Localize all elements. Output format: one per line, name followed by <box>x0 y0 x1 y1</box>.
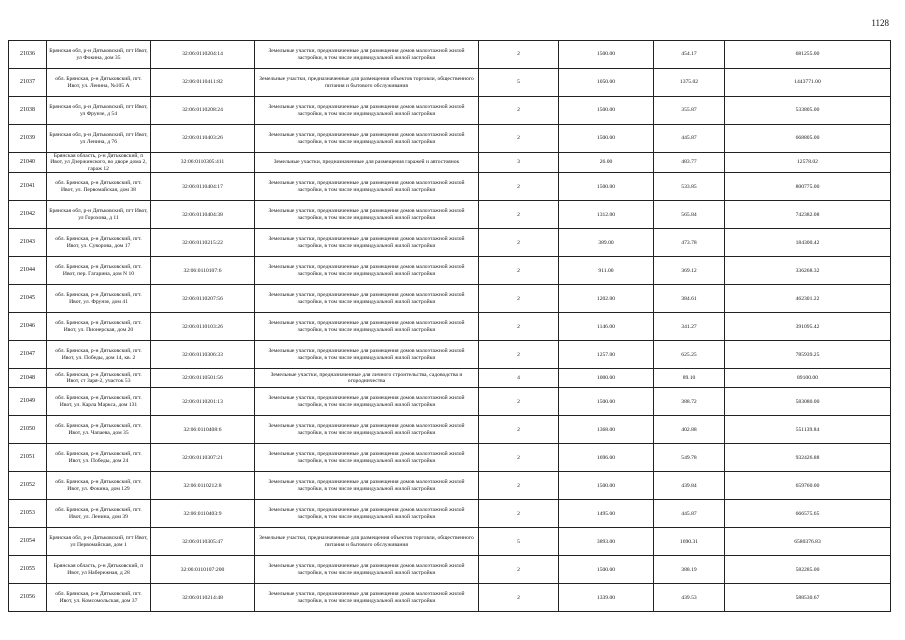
use-group-cell: 2 <box>479 285 559 313</box>
cadastral-number-cell: 32:06:0110501:56 <box>151 369 255 388</box>
address-cell: Брянская область, р-н Дятьковский, п Ивот, ул Набережная, д 28 <box>47 556 151 584</box>
use-group-cell: 2 <box>479 416 559 444</box>
use-group-cell: 2 <box>479 257 559 285</box>
cadastral-value-cell: 12578.02 <box>725 153 891 173</box>
specific-value-cell: 89.10 <box>654 369 725 388</box>
land-use-cell: Земельные участки, предназначенные для размещения домов малоэтажной жилой застройки, в том числе индивидуальной жилой застройки <box>255 556 479 584</box>
row-id-cell: 21052 <box>9 472 47 500</box>
cadastral-number-cell: 32:06:0110403:9 <box>151 500 255 528</box>
table-row <box>9 41 891 69</box>
land-use-cell: Земельные участки, предназначенные для размещения домов малоэтажной жилой застройки, в том числе индивидуальной жилой застройки <box>255 341 479 369</box>
cadastral-value-cell: 533805.00 <box>725 97 891 125</box>
table-row <box>9 313 891 341</box>
cadastral-number-cell: 32:06:0110305:47 <box>151 528 255 556</box>
address-cell: обл. Брянская, р-н Дятьковский, пгт. Ивот, ул. Пионерская, дом 20 <box>47 313 151 341</box>
cadastral-number-cell: 32:06:0110215:22 <box>151 229 255 257</box>
use-group-cell: 2 <box>479 500 559 528</box>
cadastral-value-cell: 800775.00 <box>725 173 891 201</box>
cadastral-number-cell: 32:06:0110214:48 <box>151 584 255 612</box>
table-body <box>9 41 891 612</box>
land-use-cell: Земельные участки, предназначенные для размещения домов малоэтажной жилой застройки, в том числе индивидуальной жилой застройки <box>255 257 479 285</box>
cadastral-value-cell: 785939.25 <box>725 341 891 369</box>
address-cell: обл. Брянская, р-н Дятьковский, пгт. Ивот, ул. Карла Маркса, дом 131 <box>47 388 151 416</box>
table-row <box>9 416 891 444</box>
cadastral-value-cell: 588530.67 <box>725 584 891 612</box>
address-cell: Брянская область, р-н Дятьковский, п Ивот, ул Дзержинского, во дворе дома 2, гараж 12 <box>47 153 151 173</box>
address-cell: обл. Брянская, р-н Дятьковский, пгт. Ивот, ул. Суворова, дом 17 <box>47 229 151 257</box>
use-group-cell: 2 <box>479 97 559 125</box>
specific-value-cell: 445.87 <box>654 125 725 153</box>
cadastral-value-cell: 666575.65 <box>725 500 891 528</box>
land-use-cell: Земельные участки, предназначенные для размещения гаражей и автостоянок <box>255 153 479 173</box>
land-use-cell: Земельные участки, предназначенные для размещения домов малоэтажной жилой застройки, в том числе индивидуальной жилой застройки <box>255 388 479 416</box>
specific-value-cell: 439.84 <box>654 472 725 500</box>
area-cell: 1500.00 <box>559 472 654 500</box>
use-group-cell: 2 <box>479 41 559 69</box>
page-number: 1128 <box>871 18 889 28</box>
row-id-cell: 21056 <box>9 584 47 612</box>
area-cell: 1368.00 <box>559 416 654 444</box>
area-cell: 1500.00 <box>559 388 654 416</box>
specific-value-cell: 388.72 <box>654 388 725 416</box>
cadastral-number-cell: 32:06:0110107:6 <box>151 257 255 285</box>
specific-value-cell: 384.61 <box>654 285 725 313</box>
address-cell: обл. Брянская, р-н Дятьковский, пгт. Ивот, ул. Первомайская, дом 38 <box>47 173 151 201</box>
specific-value-cell: 625.25 <box>654 341 725 369</box>
use-group-cell: 2 <box>479 472 559 500</box>
table-row <box>9 584 891 612</box>
use-group-cell: 2 <box>479 229 559 257</box>
use-group-cell: 5 <box>479 69 559 97</box>
land-use-cell: Земельные участки, предназначенные для размещения объектов торговли, общественного питания и бытового обслуживания <box>255 528 479 556</box>
cadastral-value-cell: 583080.00 <box>725 388 891 416</box>
land-use-cell: Земельные участки, предназначенные для размещения домов малоэтажной жилой застройки, в том числе индивидуальной жилой застройки <box>255 41 479 69</box>
cadastral-value-cell: 932426.88 <box>725 444 891 472</box>
address-cell: Брянская обл, р-н Дятьковский, пгт Ивот, ул Первомайская, дом 1 <box>47 528 151 556</box>
address-cell: обл. Брянская, р-н Дятьковский, пгт. Ивот, ул. Ленина, дом 39 <box>47 500 151 528</box>
row-id-cell: 21053 <box>9 500 47 528</box>
address-cell: Брянская обл, р-н Дятьковский, пгт Ивот, ул Фокина, дом 35 <box>47 41 151 69</box>
specific-value-cell: 483.77 <box>654 153 725 173</box>
table-row <box>9 388 891 416</box>
cadastral-number-cell: 32:06:0110204:14 <box>151 41 255 69</box>
specific-value-cell: 473.78 <box>654 229 725 257</box>
area-cell: 1146.00 <box>559 313 654 341</box>
land-use-cell: Земельные участки, предназначенные для размещения домов малоэтажной жилой застройки, в том числе индивидуальной жилой застройки <box>255 500 479 528</box>
land-use-cell: Земельные участки, предназначенные для размещения объектов торговли, общественного питания и бытового обслуживания <box>255 69 479 97</box>
area-cell: 1500.00 <box>559 97 654 125</box>
row-id-cell: 21041 <box>9 173 47 201</box>
use-group-cell: 5 <box>479 528 559 556</box>
land-use-cell: Земельные участки, предназначенные для размещения домов малоэтажной жилой застройки, в том числе индивидуальной жилой застройки <box>255 229 479 257</box>
cadastral-number-cell: 32:06:0110408:6 <box>151 416 255 444</box>
row-id-cell: 21044 <box>9 257 47 285</box>
specific-value-cell: 1690.31 <box>654 528 725 556</box>
land-use-cell: Земельные участки, предназначенные для размещения домов малоэтажной жилой застройки, в том числе индивидуальной жилой застройки <box>255 97 479 125</box>
cadastral-value-cell: 6580376.83 <box>725 528 891 556</box>
use-group-cell: 2 <box>479 313 559 341</box>
cadastral-number-cell: 32:06:0110306:33 <box>151 341 255 369</box>
row-id-cell: 21038 <box>9 97 47 125</box>
cadastral-value-cell: 89100.00 <box>725 369 891 388</box>
cadastral-number-cell: 32:06:0110404:17 <box>151 173 255 201</box>
address-cell: обл. Брянская, р-н Дятьковский, пгт. Ивот, ул. Фрунзе, дом 41 <box>47 285 151 313</box>
cadastral-value-cell: 742382.08 <box>725 201 891 229</box>
table-row <box>9 369 891 388</box>
cadastral-value-cell: 668805.00 <box>725 125 891 153</box>
land-use-cell: Земельные участки, предназначенные для размещения домов малоэтажной жилой застройки, в том числе индивидуальной жилой застройки <box>255 416 479 444</box>
row-id-cell: 21036 <box>9 41 47 69</box>
cadastral-number-cell: 32:06:0110307:21 <box>151 444 255 472</box>
table-row <box>9 97 891 125</box>
specific-value-cell: 439.53 <box>654 584 725 612</box>
address-cell: обл. Брянская, р-н Дятьковский, пгт. Ивот, ул. Ленина, №105 А <box>47 69 151 97</box>
row-id-cell: 21042 <box>9 201 47 229</box>
cadastral-value-cell: 659760.00 <box>725 472 891 500</box>
row-id-cell: 21050 <box>9 416 47 444</box>
table-row <box>9 229 891 257</box>
cadastral-value-cell: 681255.00 <box>725 41 891 69</box>
area-cell: 1500.00 <box>559 125 654 153</box>
area-cell: 1339.00 <box>559 584 654 612</box>
specific-value-cell: 445.87 <box>654 500 725 528</box>
address-cell: обл. Брянская, р-н Дятьковский, пгт. Ивот, ул. Фокина, дом 129 <box>47 472 151 500</box>
area-cell: 1696.00 <box>559 444 654 472</box>
cadastral-number-cell: 32:06:0110404:38 <box>151 201 255 229</box>
area-cell: 1500.00 <box>559 173 654 201</box>
row-id-cell: 21037 <box>9 69 47 97</box>
table-row <box>9 257 891 285</box>
row-id-cell: 21046 <box>9 313 47 341</box>
row-id-cell: 21049 <box>9 388 47 416</box>
use-group-cell: 2 <box>479 444 559 472</box>
specific-value-cell: 369.12 <box>654 257 725 285</box>
use-group-cell: 2 <box>479 341 559 369</box>
cadastral-value-cell: 1443771.00 <box>725 69 891 97</box>
area-cell: 1495.00 <box>559 500 654 528</box>
land-use-cell: Земельные участки, предназначенные для размещения домов малоэтажной жилой застройки, в том числе индивидуальной жилой застройки <box>255 444 479 472</box>
specific-value-cell: 565.84 <box>654 201 725 229</box>
row-id-cell: 21054 <box>9 528 47 556</box>
area-cell: 389.00 <box>559 229 654 257</box>
address-cell: обл. Брянская, р-н Дятьковский, пгт. Ивот, ул. Комсомольская, дом 37 <box>47 584 151 612</box>
specific-value-cell: 341.27 <box>654 313 725 341</box>
use-group-cell: 2 <box>479 388 559 416</box>
use-group-cell: 2 <box>479 201 559 229</box>
land-use-cell: Земельные участки, предназначенные для размещения домов малоэтажной жилой застройки, в том числе индивидуальной жилой застройки <box>255 173 479 201</box>
row-id-cell: 21045 <box>9 285 47 313</box>
land-use-cell: Земельные участки, предназначенные для размещения домов малоэтажной жилой застройки, в том числе индивидуальной жилой застройки <box>255 201 479 229</box>
address-cell: Брянская обл, р-н Дятьковский, пгт Ивот, ул Горохова, д 11 <box>47 201 151 229</box>
cadastral-value-cell: 582285.00 <box>725 556 891 584</box>
use-group-cell: 2 <box>479 173 559 201</box>
address-cell: Брянская обл, р-н Дятьковский, пгт Ивот, ул Ленина, д 76 <box>47 125 151 153</box>
area-cell: 26.00 <box>559 153 654 173</box>
cadastral-number-cell: 32:06:0110207:56 <box>151 285 255 313</box>
row-id-cell: 21055 <box>9 556 47 584</box>
row-id-cell: 21040 <box>9 153 47 173</box>
land-use-cell: Земельные участки, предназначенные для размещения домов малоэтажной жилой застройки, в том числе индивидуальной жилой застройки <box>255 285 479 313</box>
cadastral-number-cell: 32:06:0110305:411 <box>151 153 255 173</box>
table-row <box>9 341 891 369</box>
area-cell: 1500.00 <box>559 556 654 584</box>
area-cell: 1000.00 <box>559 369 654 388</box>
table-row <box>9 500 891 528</box>
cadastral-value-cell: 391095.42 <box>725 313 891 341</box>
specific-value-cell: 454.17 <box>654 41 725 69</box>
address-cell: обл. Брянская, р-н Дятьковский, пгт. Ивот, ул. Победы, дом 14, кв. 2 <box>47 341 151 369</box>
row-id-cell: 21043 <box>9 229 47 257</box>
table-row <box>9 125 891 153</box>
area-cell: 1257.00 <box>559 341 654 369</box>
area-cell: 911.00 <box>559 257 654 285</box>
area-cell: 1202.00 <box>559 285 654 313</box>
area-cell: 1050.00 <box>559 69 654 97</box>
specific-value-cell: 533.85 <box>654 173 725 201</box>
table-row <box>9 556 891 584</box>
area-cell: 1500.00 <box>559 41 654 69</box>
use-group-cell: 3 <box>479 153 559 173</box>
specific-value-cell: 402.88 <box>654 416 725 444</box>
table-row <box>9 472 891 500</box>
row-id-cell: 21051 <box>9 444 47 472</box>
cadastral-value-cell: 184300.42 <box>725 229 891 257</box>
address-cell: обл. Брянская, р-н Дятьковский, пгт. Ивот, ул. Чапаева, дом 35 <box>47 416 151 444</box>
specific-value-cell: 355.87 <box>654 97 725 125</box>
land-use-cell: Земельные участки, предназначенные для размещения домов малоэтажной жилой застройки, в том числе индивидуальной жилой застройки <box>255 125 479 153</box>
cadastral-number-cell: 32:06:0110201:13 <box>151 388 255 416</box>
table-row <box>9 528 891 556</box>
cadastral-value-cell: 551139.84 <box>725 416 891 444</box>
cadastral-value-cell: 336268.32 <box>725 257 891 285</box>
table-row <box>9 173 891 201</box>
land-use-cell: Земельные участки, предназначенные для размещения домов малоэтажной жилой застройки, в том числе индивидуальной жилой застройки <box>255 472 479 500</box>
use-group-cell: 2 <box>479 556 559 584</box>
land-use-cell: Земельные участки, предназначенные для размещения домов малоэтажной жилой застройки, в том числе индивидуальной жилой застройки <box>255 313 479 341</box>
table-row <box>9 201 891 229</box>
table-row <box>9 444 891 472</box>
row-id-cell: 21048 <box>9 369 47 388</box>
cadastral-number-cell: 32:06:0110107:200 <box>151 556 255 584</box>
use-group-cell: 4 <box>479 369 559 388</box>
address-cell: обл. Брянская, р-н Дятьковский, пгт. Ивот, ул. Победы, дом 24 <box>47 444 151 472</box>
cadastral-value-table <box>8 40 891 612</box>
cadastral-number-cell: 32:06:0110403:26 <box>151 125 255 153</box>
use-group-cell: 2 <box>479 125 559 153</box>
row-id-cell: 21047 <box>9 341 47 369</box>
table-row <box>9 69 891 97</box>
area-cell: 1312.00 <box>559 201 654 229</box>
table-row <box>9 285 891 313</box>
land-use-cell: Земельные участки, предназначенные для размещения домов малоэтажной жилой застройки, в том числе индивидуальной жилой застройки <box>255 584 479 612</box>
cadastral-number-cell: 32:06:0110411:82 <box>151 69 255 97</box>
cadastral-number-cell: 32:06:0110208:24 <box>151 97 255 125</box>
cadastral-number-cell: 32:06:0110103:26 <box>151 313 255 341</box>
use-group-cell: 2 <box>479 584 559 612</box>
address-cell: обл. Брянская, р-н Дятьковский, пгт. Ивот, ст Заря-2, участок 53 <box>47 369 151 388</box>
cadastral-value-cell: 462301.22 <box>725 285 891 313</box>
address-cell: обл. Брянская, р-н Дятьковский, пгт. Ивот, пер. Гагарина, дом N 10 <box>47 257 151 285</box>
area-cell: 3893.00 <box>559 528 654 556</box>
table-row <box>9 153 891 173</box>
address-cell: Брянская обл, р-н Дятьковский, пгт Ивот, ул Фрунзе, д 54 <box>47 97 151 125</box>
cadastral-number-cell: 32:06:0110212:8 <box>151 472 255 500</box>
specific-value-cell: 549.78 <box>654 444 725 472</box>
row-id-cell: 21039 <box>9 125 47 153</box>
specific-value-cell: 388.19 <box>654 556 725 584</box>
specific-value-cell: 1375.02 <box>654 69 725 97</box>
land-use-cell: Земельные участки, предназначенные для личного строительства, садоводства и огородничества <box>255 369 479 388</box>
